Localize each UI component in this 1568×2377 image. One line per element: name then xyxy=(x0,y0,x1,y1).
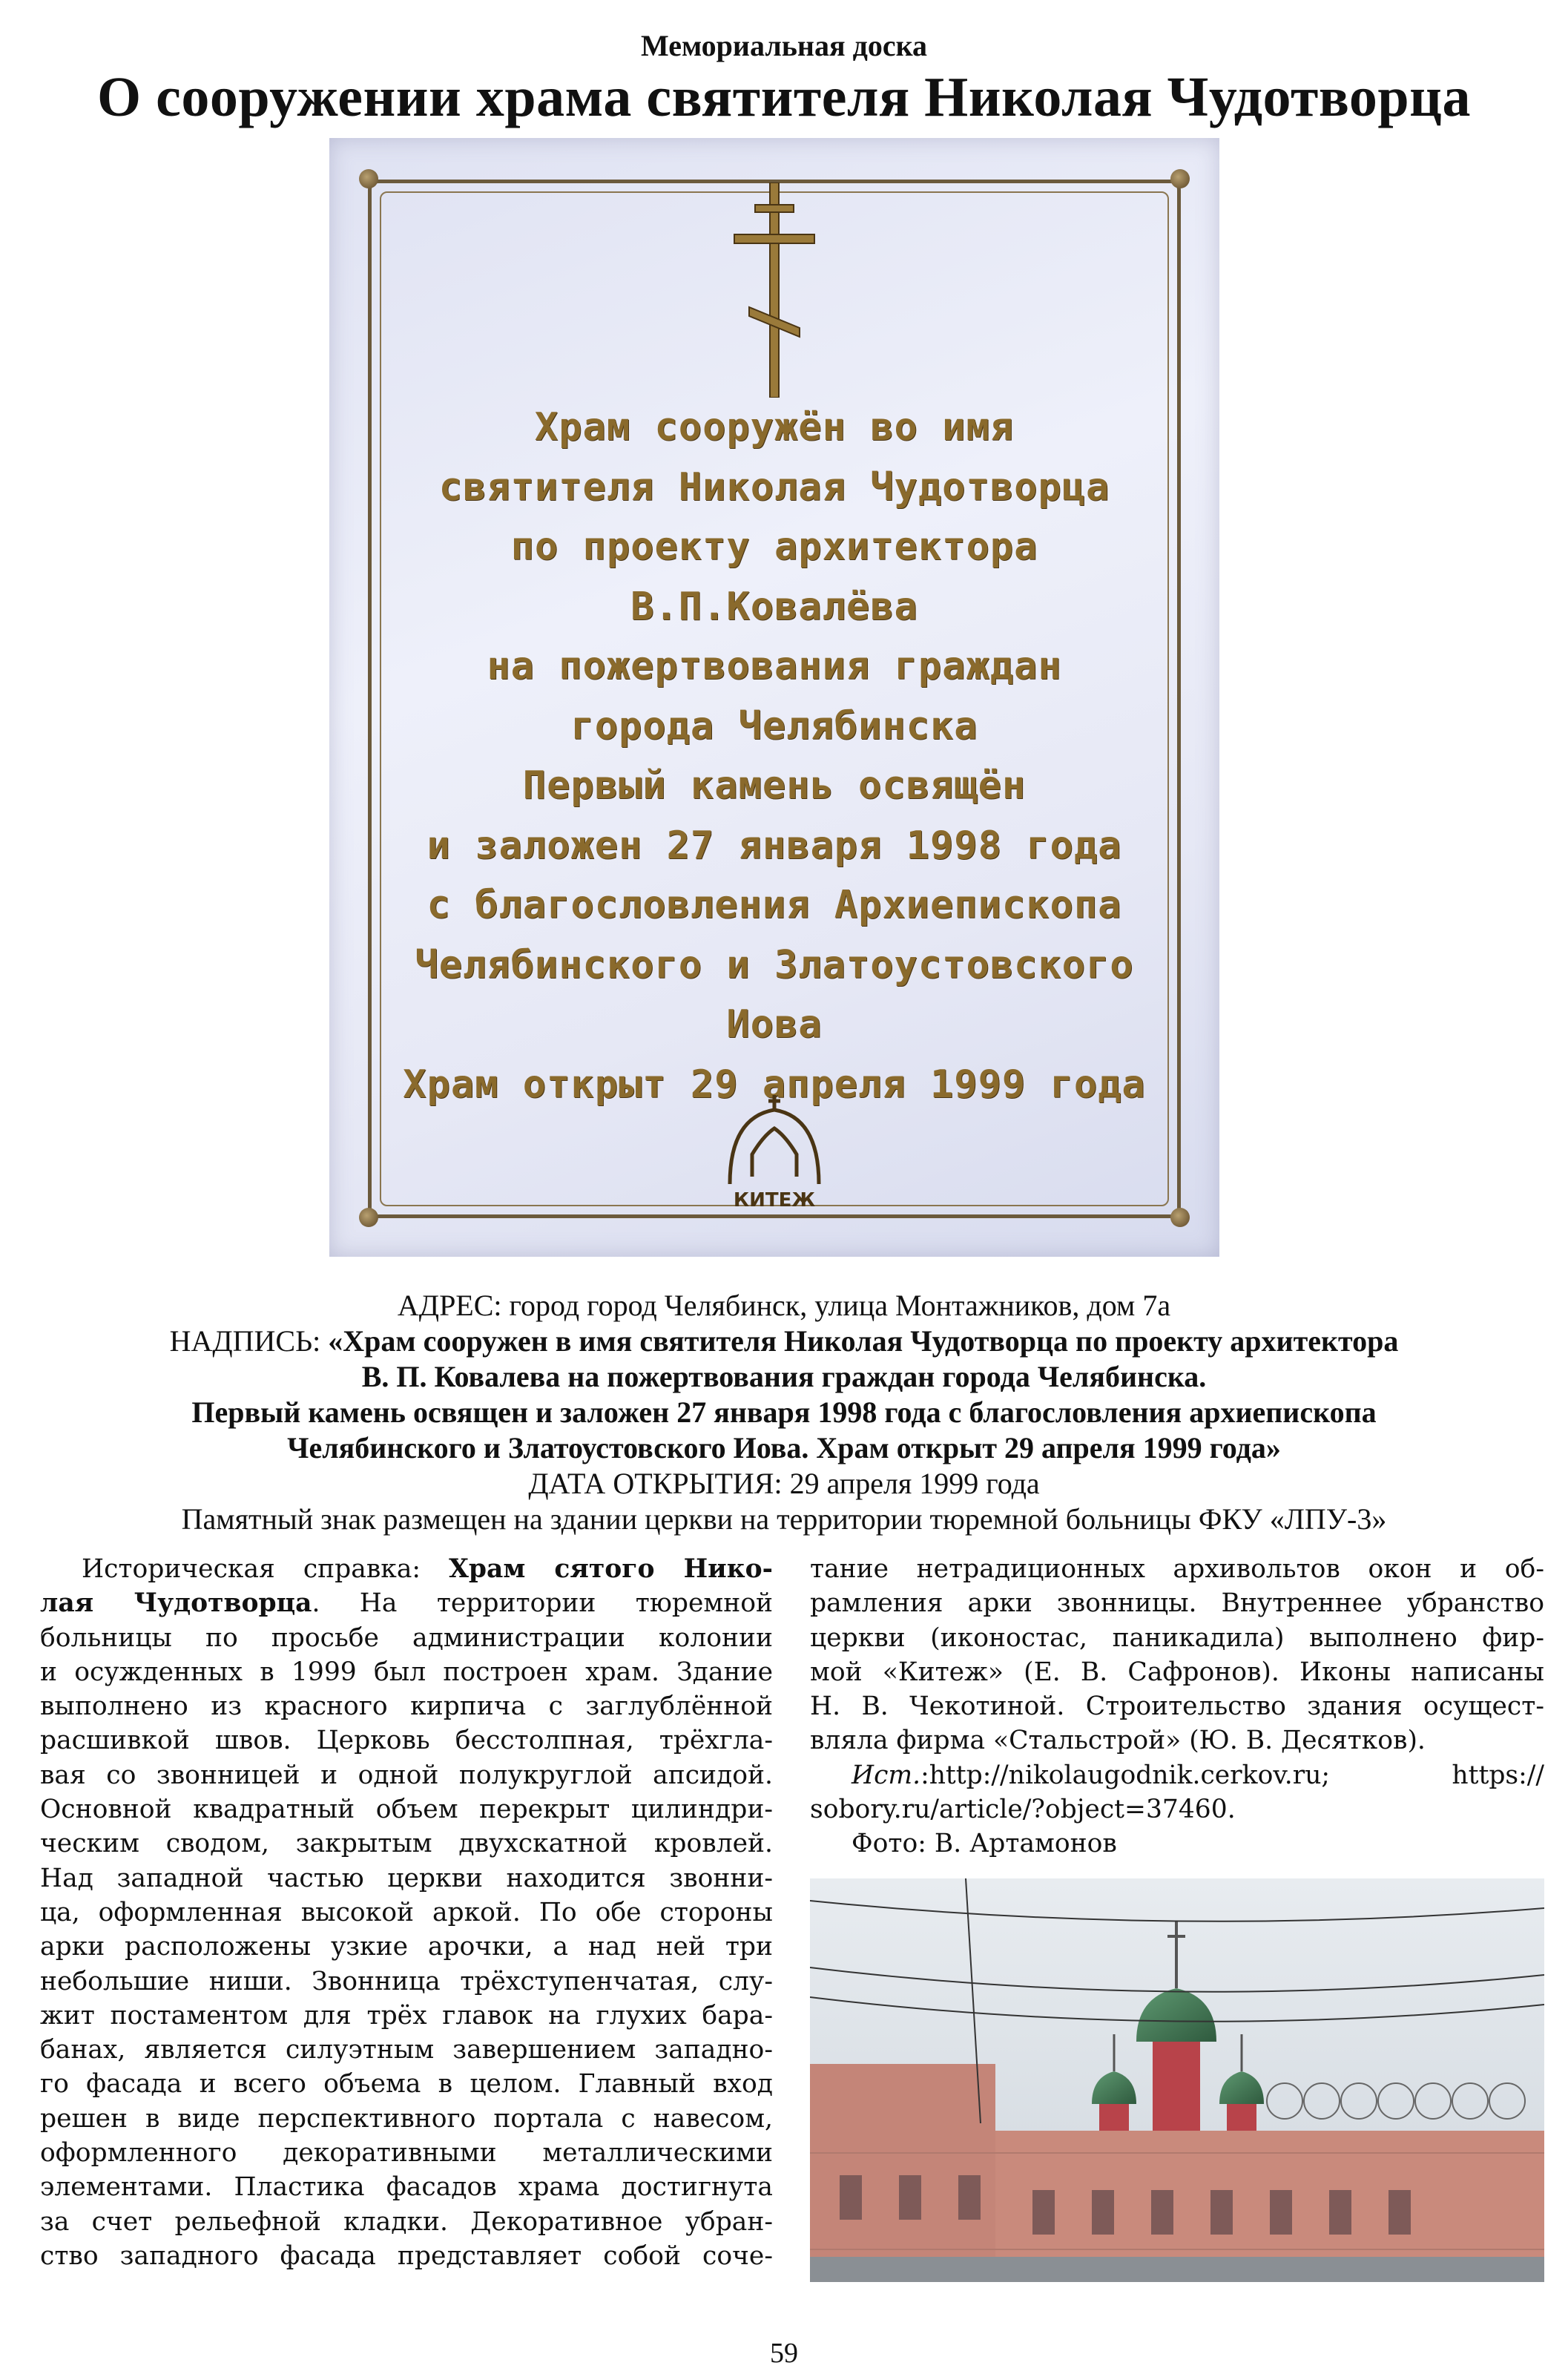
church-emblem-icon xyxy=(722,1095,826,1214)
text-line xyxy=(40,1586,773,1620)
church-photo xyxy=(810,1878,1544,2282)
plaque-line: Храм сооружён во имя xyxy=(534,405,1015,450)
source-label: Ист. xyxy=(851,1760,921,1790)
address-value: город город Челябинск, улица Монтажников, дом 7а xyxy=(509,1289,1171,1322)
text-line: тание нетрадиционных архивольтов окон и об- xyxy=(810,1554,1544,1584)
text-line: жит постаментом для трёх главок на глухих бара- xyxy=(40,2000,773,2031)
lead-label: Историческая справка: xyxy=(82,1554,449,1584)
plaque-line: Челябинского и Златоустовского xyxy=(415,942,1134,987)
plaque-line: Иова xyxy=(726,1002,823,1047)
opening-date-value: 29 апреля 1999 года xyxy=(789,1467,1040,1500)
plaque-line: Первый камень освящён xyxy=(522,763,1027,808)
inscription-line xyxy=(30,1430,1538,1466)
text-line: рамления арки звонницы. Внутреннее убранство xyxy=(810,1588,1544,1619)
text-line: выполнено из красного кирпича с заглублённой xyxy=(40,1691,773,1722)
page-subtitle: Мемориальная доска xyxy=(640,29,928,62)
inscription-label: НАДПИСЬ: xyxy=(169,1324,321,1358)
plaque-line: по проекту архитектора xyxy=(510,525,1038,569)
inscription-line xyxy=(30,1359,1538,1395)
text-line: за счет рельефной кладки. Декоративное убран- xyxy=(40,2206,773,2237)
opening-date-line xyxy=(30,1466,1538,1502)
plaque-line: В.П.Ковалёва xyxy=(630,584,918,629)
church-photo-image xyxy=(810,1878,1544,2282)
inscription-text: «Храм сооружен в имя святителя Николая Чудотворца по проекту архитектора xyxy=(328,1324,1399,1358)
text-line: мой «Китеж» (Е. В. Сафронов). Иконы написаны xyxy=(810,1657,1544,1687)
text-line: вая со звонницей и одной полукруглой апсидой. xyxy=(40,1760,773,1790)
text-line: ца, оформленная высокой аркой. По обе стороны xyxy=(40,1897,773,1927)
page-number: 59 xyxy=(770,2338,798,2369)
location-note: Памятный знак размещен на здании церкви на территории тюремной больницы ФКУ «ЛПУ-3» xyxy=(181,1502,1387,1536)
inscription-text: Первый камень освящен и заложен 27 января 1998 года с благословления архиепископа xyxy=(191,1395,1377,1429)
inscription-line xyxy=(30,1395,1538,1430)
address-line xyxy=(30,1288,1538,1324)
text-line xyxy=(40,1552,773,1586)
plaque-line: и заложен 27 января 1998 года xyxy=(426,823,1122,868)
source-line xyxy=(810,1758,1544,1792)
inscription-text: Челябинского и Златоустовского Иова. Храм открыт 29 апреля 1999 года» xyxy=(287,1431,1281,1464)
left-column xyxy=(40,1552,773,2273)
text-line: церкви (иконостас, паникадила) выполнено фир- xyxy=(810,1623,1544,1653)
text-line: решен в виде перспективного портала с навесом, xyxy=(40,2103,773,2134)
church-name: лая Чудотворца xyxy=(40,1588,312,1619)
church-name: Храм сятого Нико- xyxy=(449,1554,774,1584)
text-line: небольшие ниши. Звонница трёхступенчатая, слу- xyxy=(40,1966,773,1996)
plaque-bolt-icon xyxy=(359,1208,378,1227)
text-line: банах, является силуэтным завершением западно- xyxy=(40,2035,773,2065)
emblem-text: КИТЕЖ xyxy=(733,1189,816,1211)
plaque-bolt-icon xyxy=(1170,169,1190,188)
plaque-line: города Челябинска xyxy=(570,703,978,749)
plaque-line: Храм открыт 29 апреля 1999 года xyxy=(403,1062,1146,1107)
text-line: го фасада и всего объема в целом. Главный вход xyxy=(40,2069,773,2100)
text-span: . На территории тюремной xyxy=(312,1588,773,1619)
plaque-photo xyxy=(329,138,1219,1257)
text-line: больницы по просьбе администрации колонии xyxy=(40,1623,773,1653)
right-column xyxy=(810,1552,1544,1861)
text-line: вляла фирма «Стальстрой» (Ю. В. Десятков). xyxy=(810,1726,1426,1756)
orthodox-cross-icon xyxy=(730,183,819,398)
text-line: и осужденных в 1999 был построен храм. Здание xyxy=(40,1657,773,1687)
text-line: ство западного фасада представляет собой соче- xyxy=(40,2240,773,2271)
plaque-line: на пожертвования граждан xyxy=(487,644,1062,688)
text-line: Н. В. Чекотиной. Строительство здания осущест- xyxy=(810,1691,1544,1722)
opening-date-label: ДАТА ОТКРЫТИЯ: xyxy=(528,1467,783,1500)
plaque-line: святителя Николая Чудотворца xyxy=(438,464,1110,510)
inscription-text: В. П. Ковалева на пожертвования граждан города Челябинска. xyxy=(361,1360,1207,1393)
address-label: АДРЕС: xyxy=(397,1289,502,1322)
text-line: арки расположены узкие арочки, а над ней три xyxy=(40,1932,773,1962)
text-line: расшивкой швов. Церковь бесстолпная, трёхгла- xyxy=(40,1726,773,1756)
text-line: элементами. Пластика фасадов храма достигнута xyxy=(40,2172,773,2203)
text-line: Основной квадратный объем перекрыт цилиндри- xyxy=(40,1795,773,1825)
photo-credit: Фото: В. Артамонов xyxy=(851,1829,1117,1859)
inscription-line xyxy=(30,1324,1538,1359)
source-url[interactable]: :http://nikolaugodnik.cerkov.ru; https:// xyxy=(920,1760,1544,1790)
page-title: О сооружении храма святителя Николая Чудотворца xyxy=(97,66,1471,128)
text-line: Над западной частью церкви находится звонни- xyxy=(40,1863,773,1893)
text-line: оформленного декоративными металлическими xyxy=(40,2138,773,2169)
text-line: ческим сводом, закрытым двухскатной кровлей. xyxy=(40,1829,773,1859)
plaque-bolt-icon xyxy=(1170,1208,1190,1227)
plaque-line: с благословления Архиепископа xyxy=(426,883,1122,927)
source-line: sobory.ru/article/?object=37460. xyxy=(810,1795,1236,1825)
plaque-inscription xyxy=(381,398,1167,1114)
plaque-bolt-icon xyxy=(359,169,378,188)
